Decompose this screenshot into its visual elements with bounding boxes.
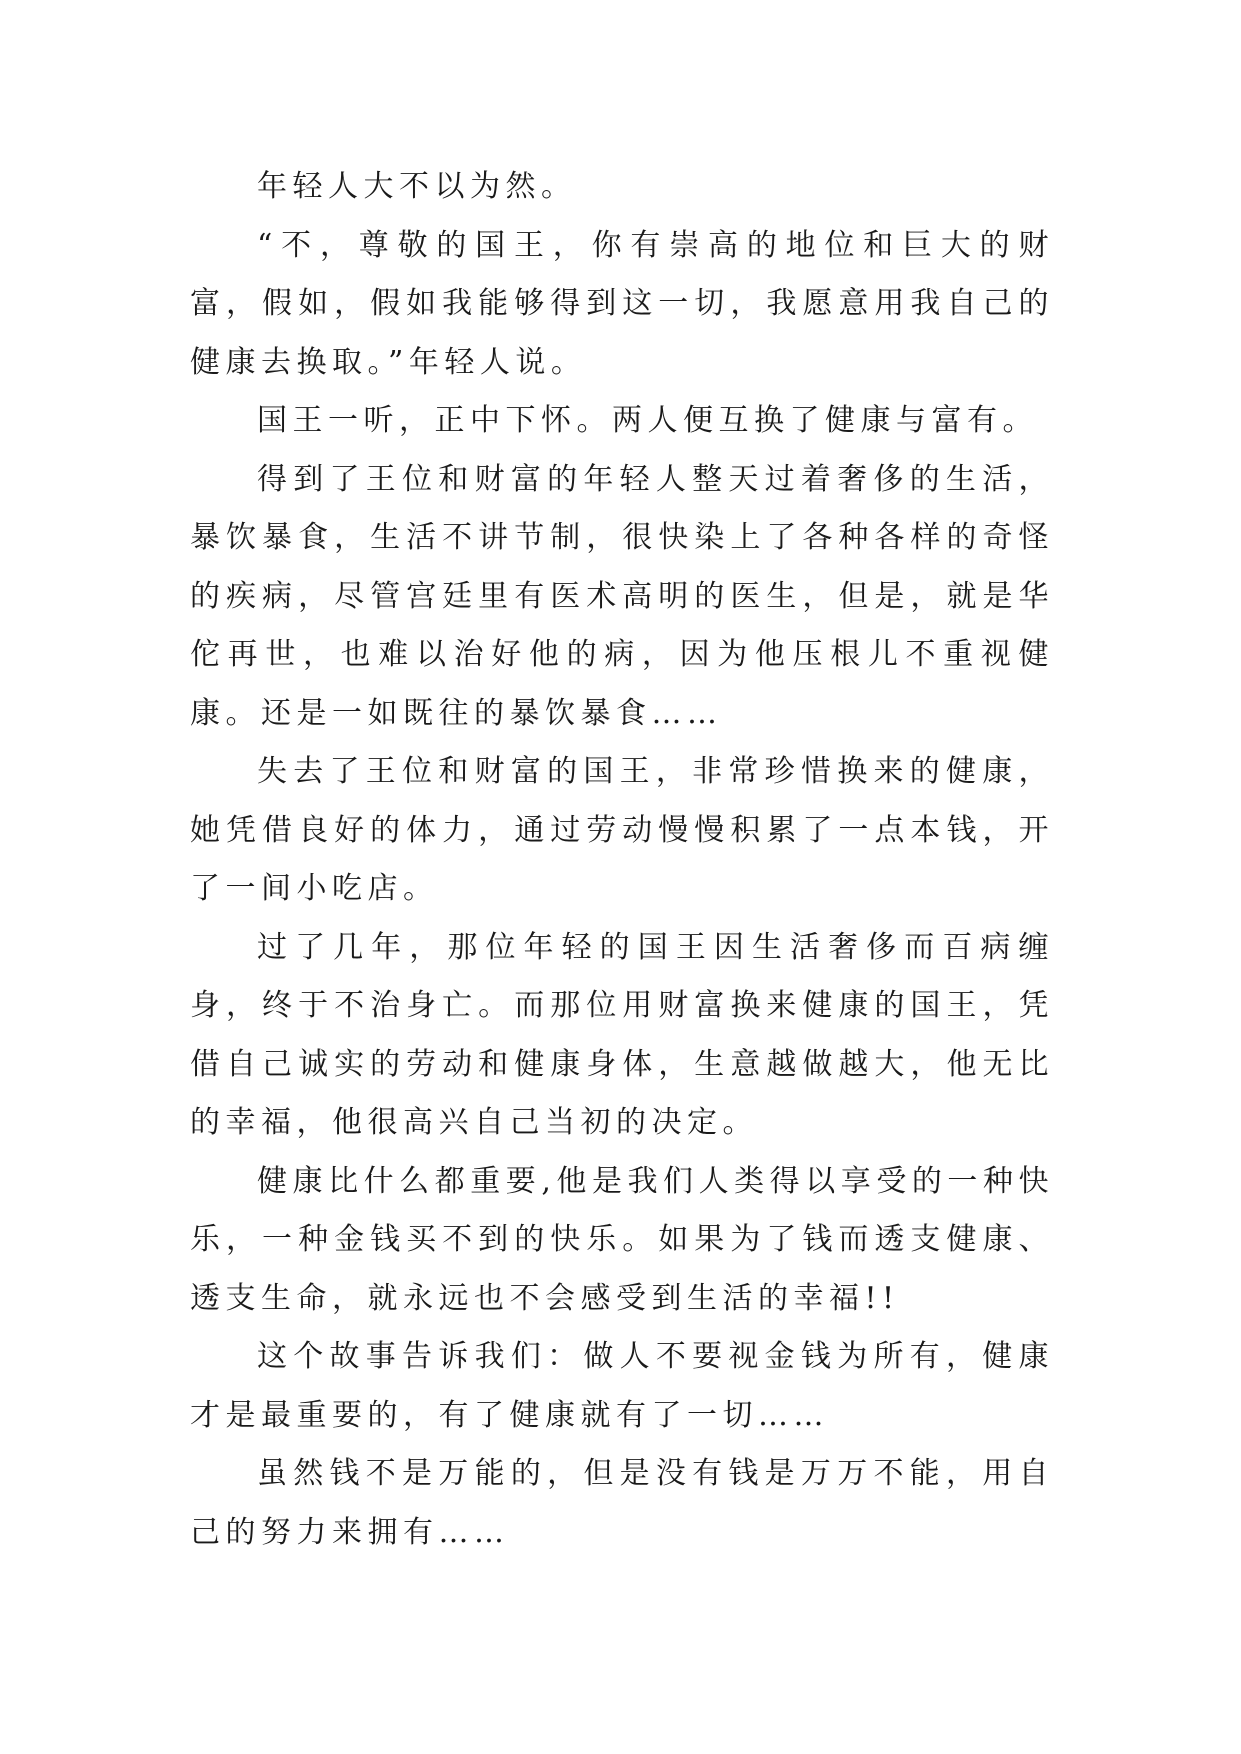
paragraph: 虽然钱不是万能的，但是没有钱是万万不能，用自己的努力来拥有……: [190, 1456, 1054, 1550]
paragraph: 得到了王位和财富的年轻人整天过着奢侈的生活，暴饮暴食，生活不讲节制，很快染上了各种各样的奇怪的疾病，尽管宫廷里有医术高明的医生，但是，就是华佗再世，也难以治好他的病，因为他压根儿不重视健康。还是一如既往的暴饮暴食……: [190, 461, 1054, 731]
document-body: [190, 158, 1054, 1562]
paragraph: 这个故事告诉我们：做人不要视金钱为所有，健康才是最重要的，有了健康就有了一切……: [190, 1339, 1054, 1433]
paragraph: 过了几年，那位年轻的国王因生活奢侈而百病缠身，终于不治身亡。而那位用财富换来健康的国王，凭借自己诚实的劳动和健康身体，生意越做越大，他无比的幸福，他很高兴自己当初的决定。: [190, 929, 1054, 1140]
paragraph: 国王一听，正中下怀。两人便互换了健康与富有。: [257, 403, 1038, 438]
paragraph: “不，尊敬的国王，你有崇高的地位和巨大的财富，假如，假如我能够得到这一切，我愿意用我自己的健康去换取。”年轻人说。: [190, 227, 1054, 380]
paragraph: 年轻人大不以为然。: [257, 169, 577, 204]
paragraph: 健康比什么都重要,他是我们人类得以享受的一种快乐，一种金钱买不到的快乐。如果为了钱而透支健康、透支生命，就永远也不会感受到生活的幸福!!: [190, 1163, 1054, 1316]
paragraph: 失去了王位和财富的国王，非常珍惜换来的健康，她凭借良好的体力，通过劳动慢慢积累了一点本钱，开了一间小吃店。: [190, 754, 1054, 906]
